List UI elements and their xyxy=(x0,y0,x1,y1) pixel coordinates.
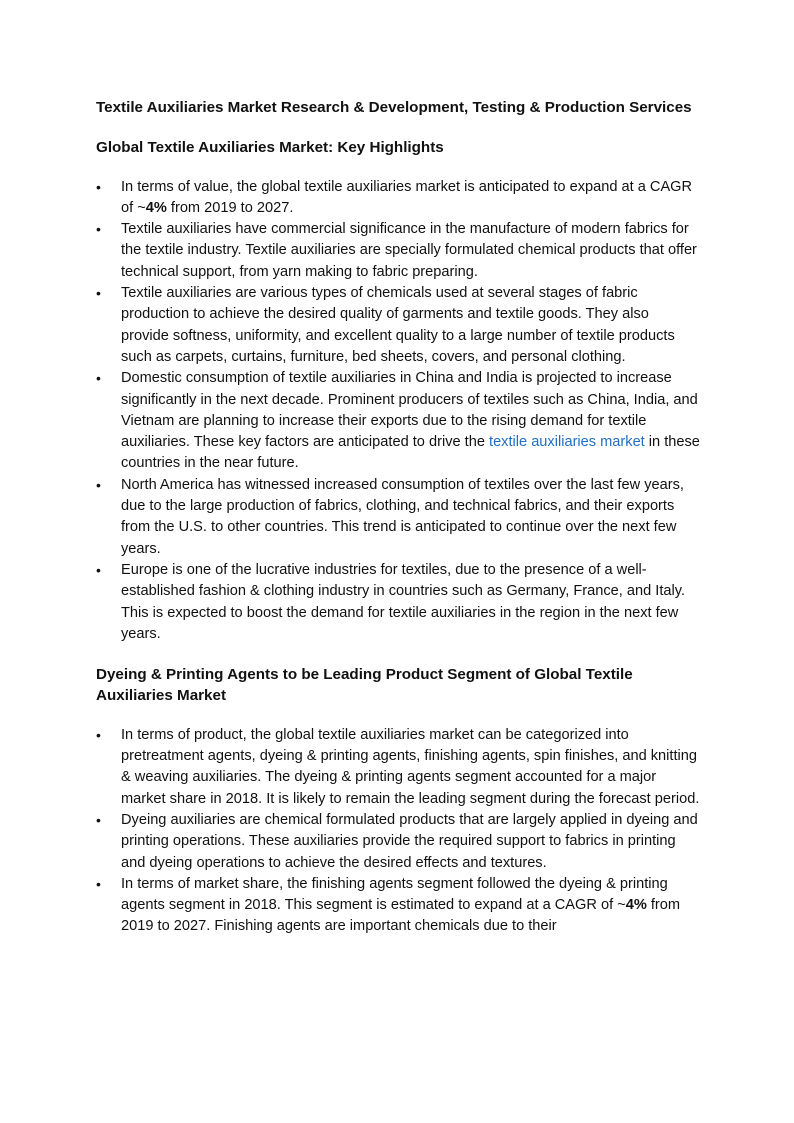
list-item: • Textile auxiliaries have commercial significance in the manufacture of modern fabrics for the textile industry. Textile auxiliaries are specially formulated chemical products that offer technical support, from yarn making to fabric preparing. xyxy=(96,219,700,283)
list-item: • In terms of product, the global textile auxiliaries market can be categorized into pretreatment agents, dyeing & printing agents, finishing agents, spin finishes, and knitting & weaving auxiliaries. The dyeing & printing agents segment accounted for a major market share in 2018. It is likely to remain the leading segment during the forecast period. xyxy=(96,725,700,810)
list-item xyxy=(96,177,700,220)
list-item-text: In terms of value, the global textile auxiliaries market is anticipated to expand at a CAGR of ~ xyxy=(121,178,693,216)
list-item: • Dyeing auxiliaries are chemical formulated products that are largely applied in dyeing and printing operations. These auxiliaries provide the required support to fabrics in printing and dyeing operations to achieve the desired effects and textures. xyxy=(96,810,700,874)
list-item-text: In terms of market share, the finishing agents segment followed the dyeing & printing agents segment in 2018. This segment is estimated to expand at a CAGR of ~ xyxy=(121,875,668,914)
list-item xyxy=(96,368,700,474)
list-item-text: Domestic consumption of textile auxiliaries in China and India is projected to increase significantly in the next decade. Prominent producers of textiles such as China, India, and Vietnam are planning to increase their exports due to the rising demand for textile auxiliaries. These key factors are anticipated to drive the xyxy=(121,370,698,451)
textile-auxiliaries-market-link[interactable]: textile auxiliaries market xyxy=(489,434,645,451)
cagr-value: 4% xyxy=(145,199,167,216)
list-item-text: in these countries in the near future. xyxy=(121,434,700,472)
dyeing-printing-list xyxy=(96,725,700,938)
list-item xyxy=(96,874,700,938)
list-item: • Europe is one of the lucrative industries for textiles, due to the presence of a well-established fashion & clothing industry in countries such as Germany, France, and Italy. This is expected to boost the demand for textile auxiliaries in the region in the next few years. xyxy=(96,560,700,645)
document-title: Textile Auxiliaries Market Research & Development, Testing & Production Services xyxy=(96,99,692,116)
list-item-text: from 2019 to 2027. Finishing agents are important chemicals due to their xyxy=(121,897,681,935)
list-item: • North America has witnessed increased consumption of textiles over the last few years, due to the large production of fabrics, clothing, and technical fabrics, and their exports from the U.S. to other countries. This trend is anticipated to continue over the next few years. xyxy=(96,475,700,560)
list-item: • Textile auxiliaries are various types of chemicals used at several stages of fabric production to achieve the desired quality of garments and textile goods. They also provide softness, uniformity, and excellent quality to a large number of textile products such as carpets, curtains, furniture, bed sheets, covers, and personal clothing. xyxy=(96,283,700,368)
key-highlights-list xyxy=(96,177,700,646)
section-heading-dyeing-printing: Dyeing & Printing Agents to be Leading Product Segment of Global Textile Auxiliaries Market xyxy=(96,666,633,705)
document-page xyxy=(96,97,700,938)
section-heading-key-highlights: Global Textile Auxiliaries Market: Key Highlights xyxy=(96,139,444,157)
cagr-value: 4% xyxy=(625,897,647,914)
list-item-text: from 2019 to 2027. xyxy=(166,199,294,216)
